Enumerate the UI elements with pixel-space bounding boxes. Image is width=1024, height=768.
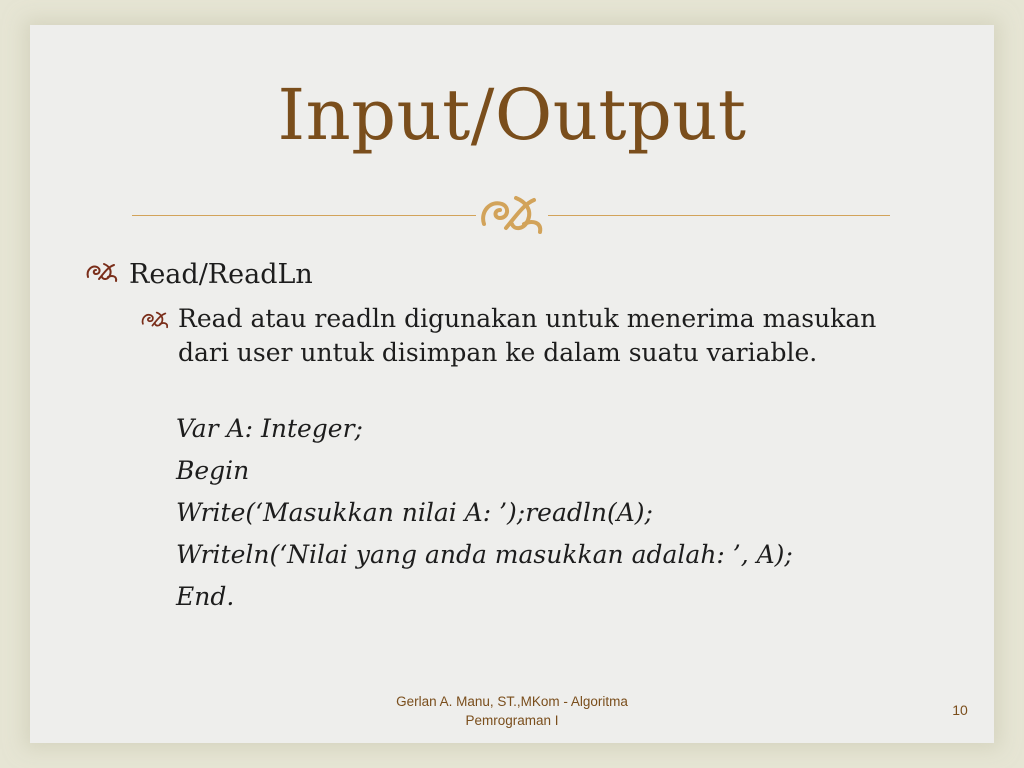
- scroll-ornament-icon: [140, 302, 178, 329]
- bullet-read-readln: [85, 258, 313, 292]
- footer-author-line1: Gerlan A. Manu, ST.,MKom - Algoritma: [396, 694, 628, 709]
- code-line: Write(‘Masukkan nilai A: ’);readln(A);: [176, 498, 653, 527]
- sub-bullet-description: [140, 302, 900, 370]
- footer-author-line2: Pemrograman I: [465, 713, 559, 728]
- scroll-ornament-icon: [85, 261, 129, 283]
- slide-title: Input/Output: [277, 74, 747, 156]
- page-number: 10: [952, 702, 968, 718]
- code-block: [176, 408, 793, 618]
- bullet-label: Read/ReadLn: [129, 259, 313, 290]
- code-line: End.: [176, 582, 235, 611]
- code-line: Var A: Integer;: [176, 414, 363, 443]
- scroll-ornament-icon: [476, 190, 548, 238]
- footer-author: [362, 692, 662, 730]
- sub-bullet-label: Read atau readln digunakan untuk menerima masukan dari user untuk disimpan ke dalam suatu variable.: [178, 304, 877, 367]
- code-line: Begin: [176, 456, 250, 485]
- code-line: Writeln(‘Nilai yang anda masukkan adalah: ’, A);: [176, 540, 793, 569]
- title-divider-left: [132, 215, 476, 216]
- title-divider-right: [548, 215, 890, 216]
